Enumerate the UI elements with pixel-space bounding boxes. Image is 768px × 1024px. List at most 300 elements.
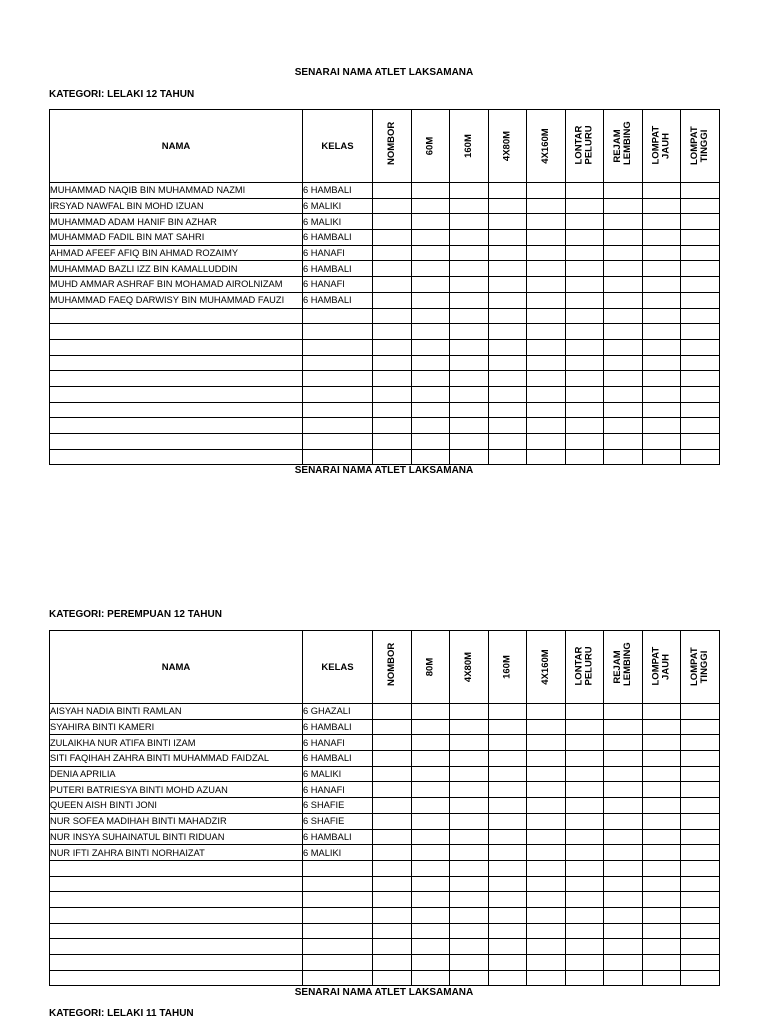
cell-event [681, 355, 720, 371]
cell-nama [50, 418, 303, 434]
cell-event [643, 813, 681, 829]
cell-event [489, 892, 527, 908]
cell-event [450, 892, 489, 908]
cell-event [489, 907, 527, 923]
cell-kelas [303, 939, 373, 955]
cell-event [373, 719, 412, 735]
cell-event [643, 277, 681, 293]
cell-event [527, 719, 566, 735]
cell-event [566, 386, 604, 402]
cell-event [412, 371, 450, 387]
cell-event [450, 245, 489, 261]
cell-event [604, 876, 643, 892]
cell-event [527, 751, 566, 767]
cell-kelas: 6 HAMBALI [303, 292, 373, 308]
cell-event [604, 782, 643, 798]
cell-event [412, 449, 450, 465]
cell-event [450, 955, 489, 971]
cell-event [489, 845, 527, 861]
cell-event [489, 418, 527, 434]
cell-nama: PUTERI BATRIESYA BINTI MOHD AZUAN [50, 782, 303, 798]
cell-kelas [303, 339, 373, 355]
cell-event [566, 813, 604, 829]
cell-event [527, 939, 566, 955]
cell-event [527, 813, 566, 829]
cell-event [681, 418, 720, 434]
cell-event [681, 339, 720, 355]
cell-event [373, 704, 412, 720]
cell-event [373, 308, 412, 324]
athlete-table-perempuan-12 [49, 630, 720, 986]
cell-event [489, 230, 527, 246]
cell-event [450, 939, 489, 955]
cell-event [373, 939, 412, 955]
cell-event [450, 308, 489, 324]
cell-event [527, 907, 566, 923]
column-header-event [489, 110, 527, 183]
cell-event [489, 339, 527, 355]
cell-event [373, 261, 412, 277]
cell-event [681, 449, 720, 465]
column-header-event [681, 631, 720, 704]
cell-event [489, 198, 527, 214]
cell-event [643, 860, 681, 876]
cell-kelas: 6 HAMBALI [303, 829, 373, 845]
cell-nama [50, 324, 303, 340]
cell-event [450, 214, 489, 230]
column-header-event [412, 110, 450, 183]
cell-event [566, 798, 604, 814]
table-row [50, 308, 720, 324]
cell-event [527, 324, 566, 340]
cell-event [373, 907, 412, 923]
event-label: REJAM LEMBING [612, 642, 633, 686]
column-header-event [566, 631, 604, 704]
cell-event [412, 418, 450, 434]
cell-nama [50, 876, 303, 892]
cell-event [643, 798, 681, 814]
cell-event [412, 876, 450, 892]
cell-event [373, 970, 412, 986]
cell-event [566, 355, 604, 371]
cell-event [643, 766, 681, 782]
cell-nama [50, 970, 303, 986]
cell-kelas [303, 860, 373, 876]
table-row [50, 214, 720, 230]
cell-event [681, 292, 720, 308]
event-label: NOMBOR [386, 121, 397, 165]
cell-kelas: 6 MALIKI [303, 214, 373, 230]
column-header-event [412, 631, 450, 704]
cell-event [681, 923, 720, 939]
event-label: LOMPAT TINGGI [689, 647, 710, 686]
cell-event [681, 386, 720, 402]
cell-event [373, 955, 412, 971]
cell-event [643, 704, 681, 720]
cell-event [681, 183, 720, 199]
cell-event [450, 324, 489, 340]
cell-event [604, 907, 643, 923]
cell-kelas: 6 HANAFI [303, 782, 373, 798]
cell-event [450, 876, 489, 892]
table-row [50, 939, 720, 955]
cell-nama: IRSYAD NAWFAL BIN MOHD IZUAN [50, 198, 303, 214]
cell-kelas: 6 HAMBALI [303, 183, 373, 199]
event-label: NOMBOR [386, 642, 397, 686]
cell-event [566, 214, 604, 230]
cell-event [643, 183, 681, 199]
cell-event [412, 892, 450, 908]
cell-event [489, 277, 527, 293]
cell-event [566, 339, 604, 355]
cell-event [489, 751, 527, 767]
cell-kelas: 6 HANAFI [303, 245, 373, 261]
table-row [50, 782, 720, 798]
cell-event [681, 214, 720, 230]
cell-event [412, 907, 450, 923]
cell-event [604, 892, 643, 908]
cell-event [604, 198, 643, 214]
cell-event [489, 923, 527, 939]
cell-event [412, 955, 450, 971]
column-header-event [489, 631, 527, 704]
cell-event [527, 418, 566, 434]
cell-event [373, 798, 412, 814]
column-header-nama: NAMA [50, 110, 303, 183]
cell-event [450, 449, 489, 465]
cell-event [643, 198, 681, 214]
cell-kelas [303, 876, 373, 892]
event-label: LONTAR PELURU [573, 646, 595, 686]
cell-event [643, 876, 681, 892]
cell-event [643, 449, 681, 465]
cell-event [681, 308, 720, 324]
cell-event [373, 892, 412, 908]
cell-event [681, 198, 720, 214]
cell-event [566, 735, 604, 751]
cell-event [412, 183, 450, 199]
table-row [50, 434, 720, 450]
cell-event [373, 214, 412, 230]
cell-event [450, 845, 489, 861]
cell-event [643, 829, 681, 845]
cell-event [566, 371, 604, 387]
cell-event [643, 324, 681, 340]
cell-event [373, 782, 412, 798]
cell-event [681, 751, 720, 767]
cell-event [489, 813, 527, 829]
cell-event [373, 766, 412, 782]
cell-event [373, 402, 412, 418]
cell-nama [50, 371, 303, 387]
table-row [50, 735, 720, 751]
cell-event [373, 735, 412, 751]
cell-kelas [303, 434, 373, 450]
cell-event [566, 923, 604, 939]
table-row [50, 183, 720, 199]
cell-event [489, 939, 527, 955]
cell-event [412, 245, 450, 261]
cell-event [373, 277, 412, 293]
cell-event [450, 261, 489, 277]
cell-event [450, 704, 489, 720]
event-label: LONTAR PELURU [573, 125, 595, 165]
table-row [50, 277, 720, 293]
cell-event [604, 813, 643, 829]
table-row [50, 261, 720, 277]
cell-event [681, 402, 720, 418]
table-row [50, 766, 720, 782]
cell-event [412, 751, 450, 767]
cell-event [373, 339, 412, 355]
table-row [50, 245, 720, 261]
table-row [50, 907, 720, 923]
cell-event [566, 402, 604, 418]
cell-event [566, 418, 604, 434]
cell-event [450, 277, 489, 293]
cell-kelas [303, 386, 373, 402]
cell-event [527, 277, 566, 293]
cell-event [412, 386, 450, 402]
cell-event [681, 955, 720, 971]
cell-kelas: 6 HAMBALI [303, 261, 373, 277]
cell-event [566, 198, 604, 214]
cell-nama [50, 402, 303, 418]
cell-event [566, 434, 604, 450]
cell-event [681, 719, 720, 735]
cell-kelas: 6 MALIKI [303, 845, 373, 861]
cell-event [527, 214, 566, 230]
cell-event [373, 751, 412, 767]
cell-event [643, 418, 681, 434]
cell-kelas [303, 970, 373, 986]
column-header-event [450, 631, 489, 704]
cell-event [412, 813, 450, 829]
cell-event [489, 434, 527, 450]
cell-event [489, 829, 527, 845]
table-header-row [50, 110, 720, 183]
table-row [50, 876, 720, 892]
table-row [50, 324, 720, 340]
cell-event [566, 183, 604, 199]
cell-kelas [303, 324, 373, 340]
cell-event [604, 371, 643, 387]
cell-event [604, 418, 643, 434]
cell-event [681, 766, 720, 782]
cell-event [527, 876, 566, 892]
cell-event [450, 355, 489, 371]
cell-event [450, 751, 489, 767]
cell-event [489, 704, 527, 720]
cell-event [412, 923, 450, 939]
cell-event [566, 860, 604, 876]
kategori-heading-1: KATEGORI: LELAKI 12 TAHUN [49, 89, 195, 100]
event-label: 4X80M [463, 651, 474, 683]
cell-event [527, 355, 566, 371]
table-row [50, 371, 720, 387]
cell-event [489, 735, 527, 751]
cell-event [373, 418, 412, 434]
cell-event [681, 829, 720, 845]
cell-event [489, 355, 527, 371]
cell-event [450, 782, 489, 798]
event-label: 160M [463, 134, 474, 158]
cell-event [373, 434, 412, 450]
cell-event [373, 230, 412, 246]
cell-event [450, 292, 489, 308]
cell-event [643, 434, 681, 450]
cell-event [373, 355, 412, 371]
cell-event [604, 308, 643, 324]
table-row [50, 719, 720, 735]
section-footer-title: SENARAI NAMA ATLET LAKSAMANA [294, 987, 474, 998]
cell-kelas: 6 HAMBALI [303, 751, 373, 767]
cell-event [450, 766, 489, 782]
cell-event [450, 230, 489, 246]
athlete-table-lelaki-12 [49, 109, 720, 465]
cell-event [527, 782, 566, 798]
cell-event [450, 371, 489, 387]
cell-event [681, 277, 720, 293]
cell-event [412, 798, 450, 814]
cell-kelas: 6 SHAFIE [303, 813, 373, 829]
cell-event [450, 813, 489, 829]
event-label: REJAM LEMBING [612, 121, 633, 165]
cell-event [566, 955, 604, 971]
cell-event [489, 782, 527, 798]
cell-event [566, 876, 604, 892]
cell-event [450, 339, 489, 355]
cell-nama: NUR SOFEA MADIHAH BINTI MAHADZIR [50, 813, 303, 829]
table-row [50, 704, 720, 720]
column-header-event [373, 631, 412, 704]
cell-event [566, 970, 604, 986]
cell-event [450, 860, 489, 876]
cell-kelas: 6 HAMBALI [303, 230, 373, 246]
cell-kelas: 6 MALIKI [303, 198, 373, 214]
cell-nama [50, 939, 303, 955]
cell-event [412, 719, 450, 735]
cell-event [566, 892, 604, 908]
cell-event [681, 939, 720, 955]
cell-event [373, 183, 412, 199]
cell-event [373, 245, 412, 261]
cell-event [643, 355, 681, 371]
cell-event [643, 939, 681, 955]
cell-event [412, 339, 450, 355]
cell-event [489, 860, 527, 876]
cell-event [566, 907, 604, 923]
cell-event [604, 829, 643, 845]
cell-event [566, 261, 604, 277]
cell-event [681, 860, 720, 876]
cell-event [566, 230, 604, 246]
cell-event [643, 230, 681, 246]
cell-event [450, 970, 489, 986]
cell-event [566, 829, 604, 845]
cell-kelas [303, 418, 373, 434]
table-row [50, 386, 720, 402]
cell-kelas [303, 955, 373, 971]
cell-event [681, 434, 720, 450]
cell-event [489, 876, 527, 892]
cell-event [527, 766, 566, 782]
cell-kelas [303, 449, 373, 465]
cell-kelas [303, 892, 373, 908]
cell-event [604, 355, 643, 371]
cell-event [527, 339, 566, 355]
cell-kelas [303, 355, 373, 371]
cell-event [373, 829, 412, 845]
kategori-heading-2: KATEGORI: PEREMPUAN 12 TAHUN [49, 609, 222, 620]
cell-nama [50, 892, 303, 908]
cell-event [566, 939, 604, 955]
cell-event [604, 277, 643, 293]
cell-event [643, 245, 681, 261]
cell-event [604, 386, 643, 402]
cell-nama: AISYAH NADIA BINTI RAMLAN [50, 704, 303, 720]
table-row [50, 355, 720, 371]
table-row [50, 970, 720, 986]
cell-nama [50, 355, 303, 371]
cell-event [681, 324, 720, 340]
cell-event [450, 719, 489, 735]
table-row [50, 339, 720, 355]
table-row [50, 230, 720, 246]
table-row [50, 418, 720, 434]
cell-nama: NUR IFTI ZAHRA BINTI NORHAIZAT [50, 845, 303, 861]
cell-event [643, 402, 681, 418]
column-header-event [566, 110, 604, 183]
cell-event [412, 782, 450, 798]
cell-event [412, 845, 450, 861]
cell-event [604, 183, 643, 199]
cell-event [643, 782, 681, 798]
cell-event [643, 735, 681, 751]
column-header-event [643, 631, 681, 704]
cell-event [527, 923, 566, 939]
cell-nama: SYAHIRA BINTI KAMERI [50, 719, 303, 735]
cell-event [412, 324, 450, 340]
cell-event [412, 434, 450, 450]
column-header-event [450, 110, 489, 183]
cell-event [681, 371, 720, 387]
cell-event [450, 183, 489, 199]
cell-event [681, 970, 720, 986]
table-row [50, 751, 720, 767]
cell-nama [50, 955, 303, 971]
cell-event [527, 449, 566, 465]
cell-event [450, 418, 489, 434]
cell-event [450, 198, 489, 214]
table-row [50, 198, 720, 214]
cell-event [527, 261, 566, 277]
cell-event [489, 449, 527, 465]
column-header-kelas: KELAS [303, 110, 373, 183]
cell-event [681, 704, 720, 720]
cell-nama: MUHAMMAD BAZLI IZZ BIN KAMALLUDDIN [50, 261, 303, 277]
cell-nama: ZULAIKHA NUR ATIFA BINTI IZAM [50, 735, 303, 751]
cell-event [489, 766, 527, 782]
event-label: 160M [501, 655, 513, 679]
cell-event [373, 324, 412, 340]
cell-event [604, 970, 643, 986]
cell-kelas: 6 MALIKI [303, 766, 373, 782]
cell-event [412, 829, 450, 845]
cell-nama: MUHAMMAD FAEQ DARWISY BIN MUHAMMAD FAUZI [50, 292, 303, 308]
event-label: 4X160M [540, 128, 551, 164]
cell-event [643, 371, 681, 387]
